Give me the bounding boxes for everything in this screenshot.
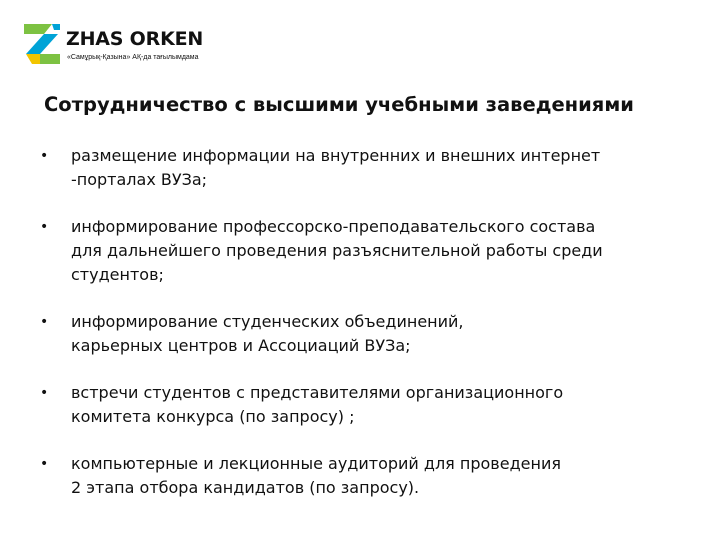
- list-item-line: компьютерные и лекционные аудиторий для проведения: [71, 454, 561, 473]
- list-item-line: информирование студенческих объединений,: [71, 312, 464, 331]
- list-item-line: студентов;: [71, 265, 164, 284]
- logo-tagline: «Самұрық-Қазына» АҚ-да тағылымдама: [67, 54, 199, 61]
- bullet-marker: •: [40, 385, 49, 401]
- list-item-line: 2 этапа отбора кандидатов (по запросу).: [71, 478, 420, 497]
- page-title: Сотрудничество с высшими учебными заведениями: [44, 93, 634, 116]
- zhas-orken-logo: [24, 24, 224, 68]
- list-item-line: комитета конкурса (по запросу) ;: [71, 407, 355, 426]
- list-item: [40, 310, 680, 358]
- list-item: [40, 452, 680, 500]
- logo-mark-icon: [24, 24, 62, 64]
- list-item-line: встречи студентов с представителями организационного: [71, 383, 564, 402]
- list-item-line: -порталах ВУЗа;: [71, 170, 208, 189]
- bullet-marker: •: [40, 219, 49, 235]
- bullet-marker: •: [40, 314, 49, 330]
- logo-wordmark: ZHAS ORKEN: [66, 28, 204, 50]
- list-item: [40, 215, 680, 287]
- list-item-line: для дальнейшего проведения разъяснительной работы среди: [71, 241, 603, 260]
- bullet-list: [40, 144, 680, 523]
- bullet-marker: •: [40, 148, 49, 164]
- list-item-line: информирование профессорско-преподавательского состава: [71, 217, 596, 236]
- list-item-line: размещение информации на внутренних и внешних интернет: [71, 146, 601, 165]
- list-item: [40, 144, 680, 192]
- list-item-line: карьерных центров и Ассоциаций ВУЗа;: [71, 336, 411, 355]
- list-item: [40, 381, 680, 429]
- bullet-marker: •: [40, 456, 49, 472]
